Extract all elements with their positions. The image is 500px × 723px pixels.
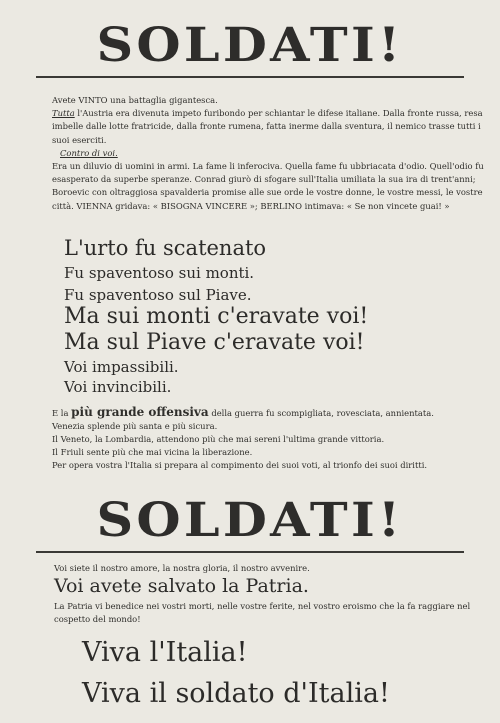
big-line-2: Fu spaventoso sui monti. <box>64 264 255 282</box>
big-line-4: Ma sui monti c'eravate voi! <box>64 304 369 329</box>
big-line-5: Ma sul Piave c'eravate voi! <box>64 330 365 355</box>
section2-line3: Il Veneto, la Lombardia, attendono più che mai sereni l'ultima grande vittoria. <box>52 434 385 444</box>
headline-bottom: SOLDATI! <box>96 493 404 548</box>
section2-line4: Il Friuli sente più che mai vicina la liberazione. <box>52 447 253 457</box>
big-line-3: Fu spaventoso sul Piave. <box>64 286 252 304</box>
big-line-7: Voi invincibili. <box>64 378 172 396</box>
section1-line1: Avete VINTO una battaglia gigantesca. <box>52 95 218 105</box>
section2-line1-a: E la <box>52 408 72 418</box>
big-line-1: L'urto fu scatenato <box>64 236 267 260</box>
section1-contro: Contro di voi. <box>60 147 118 158</box>
section3-line2: Voi avete salvato la Patria. <box>54 575 309 597</box>
section1-text <box>52 94 492 213</box>
big-line-6: Voi impassibili. <box>64 358 179 376</box>
section2-line2: Venezia splende più santa e più sicura. <box>52 421 218 431</box>
section2-line1 <box>52 406 492 420</box>
section3-line1: Voi siete il nostro amore, la nostra gloria, il nostro avvenire. <box>54 563 310 573</box>
divider-bottom <box>36 551 464 553</box>
section1-paragraph1-rest: l'Austria era divenuta impeto furibondo per schiantar le difese italiane. Dalla fronte russa, resa imbelle dalle lotte fratricide, dalla fronte rumena, fatta inerme dalla sventura, il nemico trasse tutti i suoi eserciti. <box>52 108 483 145</box>
section2-text <box>52 406 492 472</box>
section1-paragraph2: Era un diluvio di uomini in armi. La fame li inferociva. Quella fame fu ubbriacata d'odio. Quell'odio fu esasperato da superbe speranze. Conrad giurò di sfogare sull'Italia umiliata la sua ira di trent'anni; Boroevic con oltraggiosa spavalderia promise alle sue orde le vostre donne, le vostre messi, le vostre città. VIENNA gridava: « BISOGNA VINCERE »; BERLINO intimava: « Se non vincete guai! » <box>52 161 484 211</box>
headline-top: SOLDATI! <box>96 18 404 73</box>
closing-line-1: Viva l'Italia! <box>82 637 248 668</box>
closing-line-2: Viva il soldato d'Italia! <box>82 678 390 709</box>
word-tutta: Tutta <box>52 108 75 119</box>
section2-line5: Per opera vostra l'Italia si prepara al compimento dei suoi voti, al trionfo dei suoi diritti. <box>52 460 428 470</box>
section1-paragraph1 <box>52 107 492 147</box>
section2-line1-b: più grande offensiva <box>71 405 209 419</box>
section2-line1-c: della guerra fu scompigliata, rovesciata, annientata. <box>208 408 434 418</box>
section3-line3: La Patria vi benedice nei vostri morti, nelle vostre ferite, nel vostro eroismo che la fa raggiare nel cospetto del mondo! <box>54 601 471 625</box>
divider-top <box>36 76 464 78</box>
